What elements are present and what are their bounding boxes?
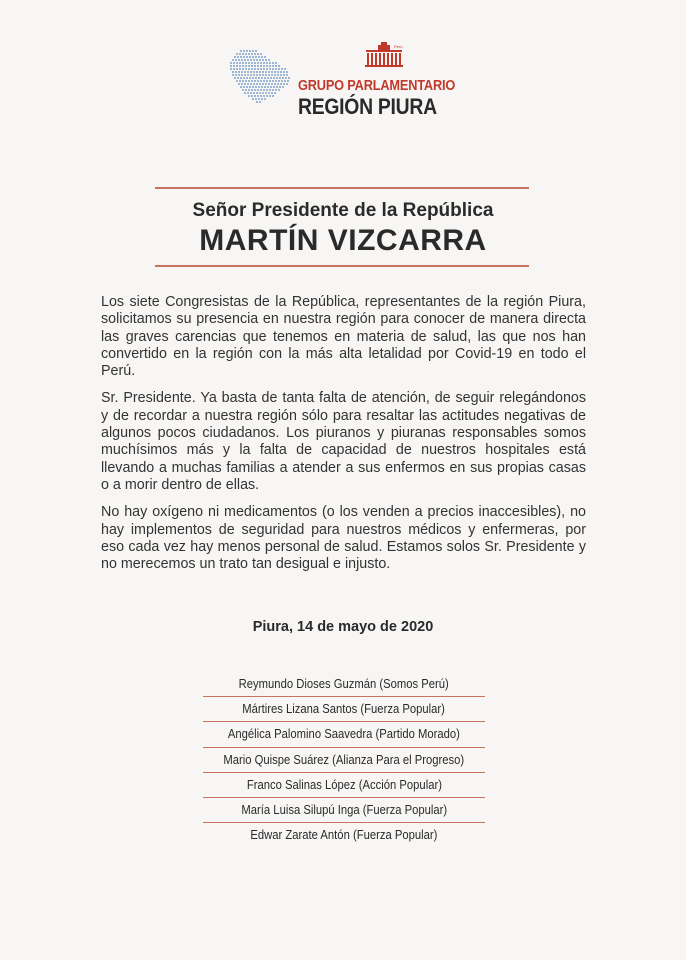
signatory-line xyxy=(203,722,485,747)
salutation: Señor Presidente de la República xyxy=(192,200,494,221)
paragraph: No hay oxígeno ni medicamentos (o los venden a precios inaccesibles), no hay implementos de seguridad para nuestros médicos y enfermeras, por eso cada vez hay menos personal de salud. Estamos solos Sr. Presidente y no merecemos un trato tan desigual e injusto. xyxy=(101,504,586,573)
signatory-line xyxy=(203,748,485,773)
congress-building-icon xyxy=(364,42,404,70)
signatory-name: Franco Salinas López (Acción Popular) xyxy=(246,777,442,792)
letter-body xyxy=(101,294,586,583)
signatory-name: Mártires Lizana Santos (Fuerza Popular) xyxy=(242,702,446,717)
divider-bottom xyxy=(155,265,529,267)
building-label: Perú xyxy=(394,44,403,49)
signatory-list xyxy=(203,672,485,847)
logo-line-2: REGIÓN PIURA xyxy=(298,94,437,119)
signatory-name: Reymundo Dioses Guzmán (Somos Perú) xyxy=(238,677,450,691)
signatory-line xyxy=(203,773,485,798)
signatory-name: Mario Quispe Suárez (Alianza Para el Progreso) xyxy=(223,752,465,767)
paragraph: Los siete Congresistas de la República, representantes de la región Piura, solicitamos su presencia en nuestra región para conocer de manera directa las graves carencias que tenemos en materia de salud, las que nos han convertido en la región con la más alta letalidad por Covid-19 en todo el Perú. xyxy=(101,294,586,380)
signatory-line xyxy=(203,823,485,847)
piura-map-icon xyxy=(226,46,296,106)
signatory-name: Edwar Zarate Antón (Fuerza Popular) xyxy=(250,828,438,843)
paragraph: Sr. Presidente. Ya basta de tanta falta de atención, de seguir relegándonos y de recordar a nuestra región sólo para resaltar las actitudes negativas de algunos pocos ciudadanos. Los piuranos y piuranas responsables somos muchísimos más y la falta de capacidad de nuestros hospitales está llevando a muchas familias a atender a sus enfermos en sus propias casas o a morir dentro de ellas. xyxy=(101,390,586,493)
signatory-line xyxy=(203,672,485,697)
divider-top xyxy=(155,187,529,189)
addressee-name: MARTÍN VIZCARRA xyxy=(199,224,487,257)
signatory-name: María Luisa Silupú Inga (Fuerza Popular) xyxy=(241,802,447,817)
date-line: Piura, 14 de mayo de 2020 xyxy=(252,619,434,635)
signatory-name: Angélica Palomino Saavedra (Partido Morado) xyxy=(227,727,461,742)
signatory-line xyxy=(203,798,485,823)
logo-line-1: GRUPO PARLAMENTARIO xyxy=(298,78,456,94)
logo xyxy=(226,40,466,130)
signatory-line xyxy=(203,697,485,722)
